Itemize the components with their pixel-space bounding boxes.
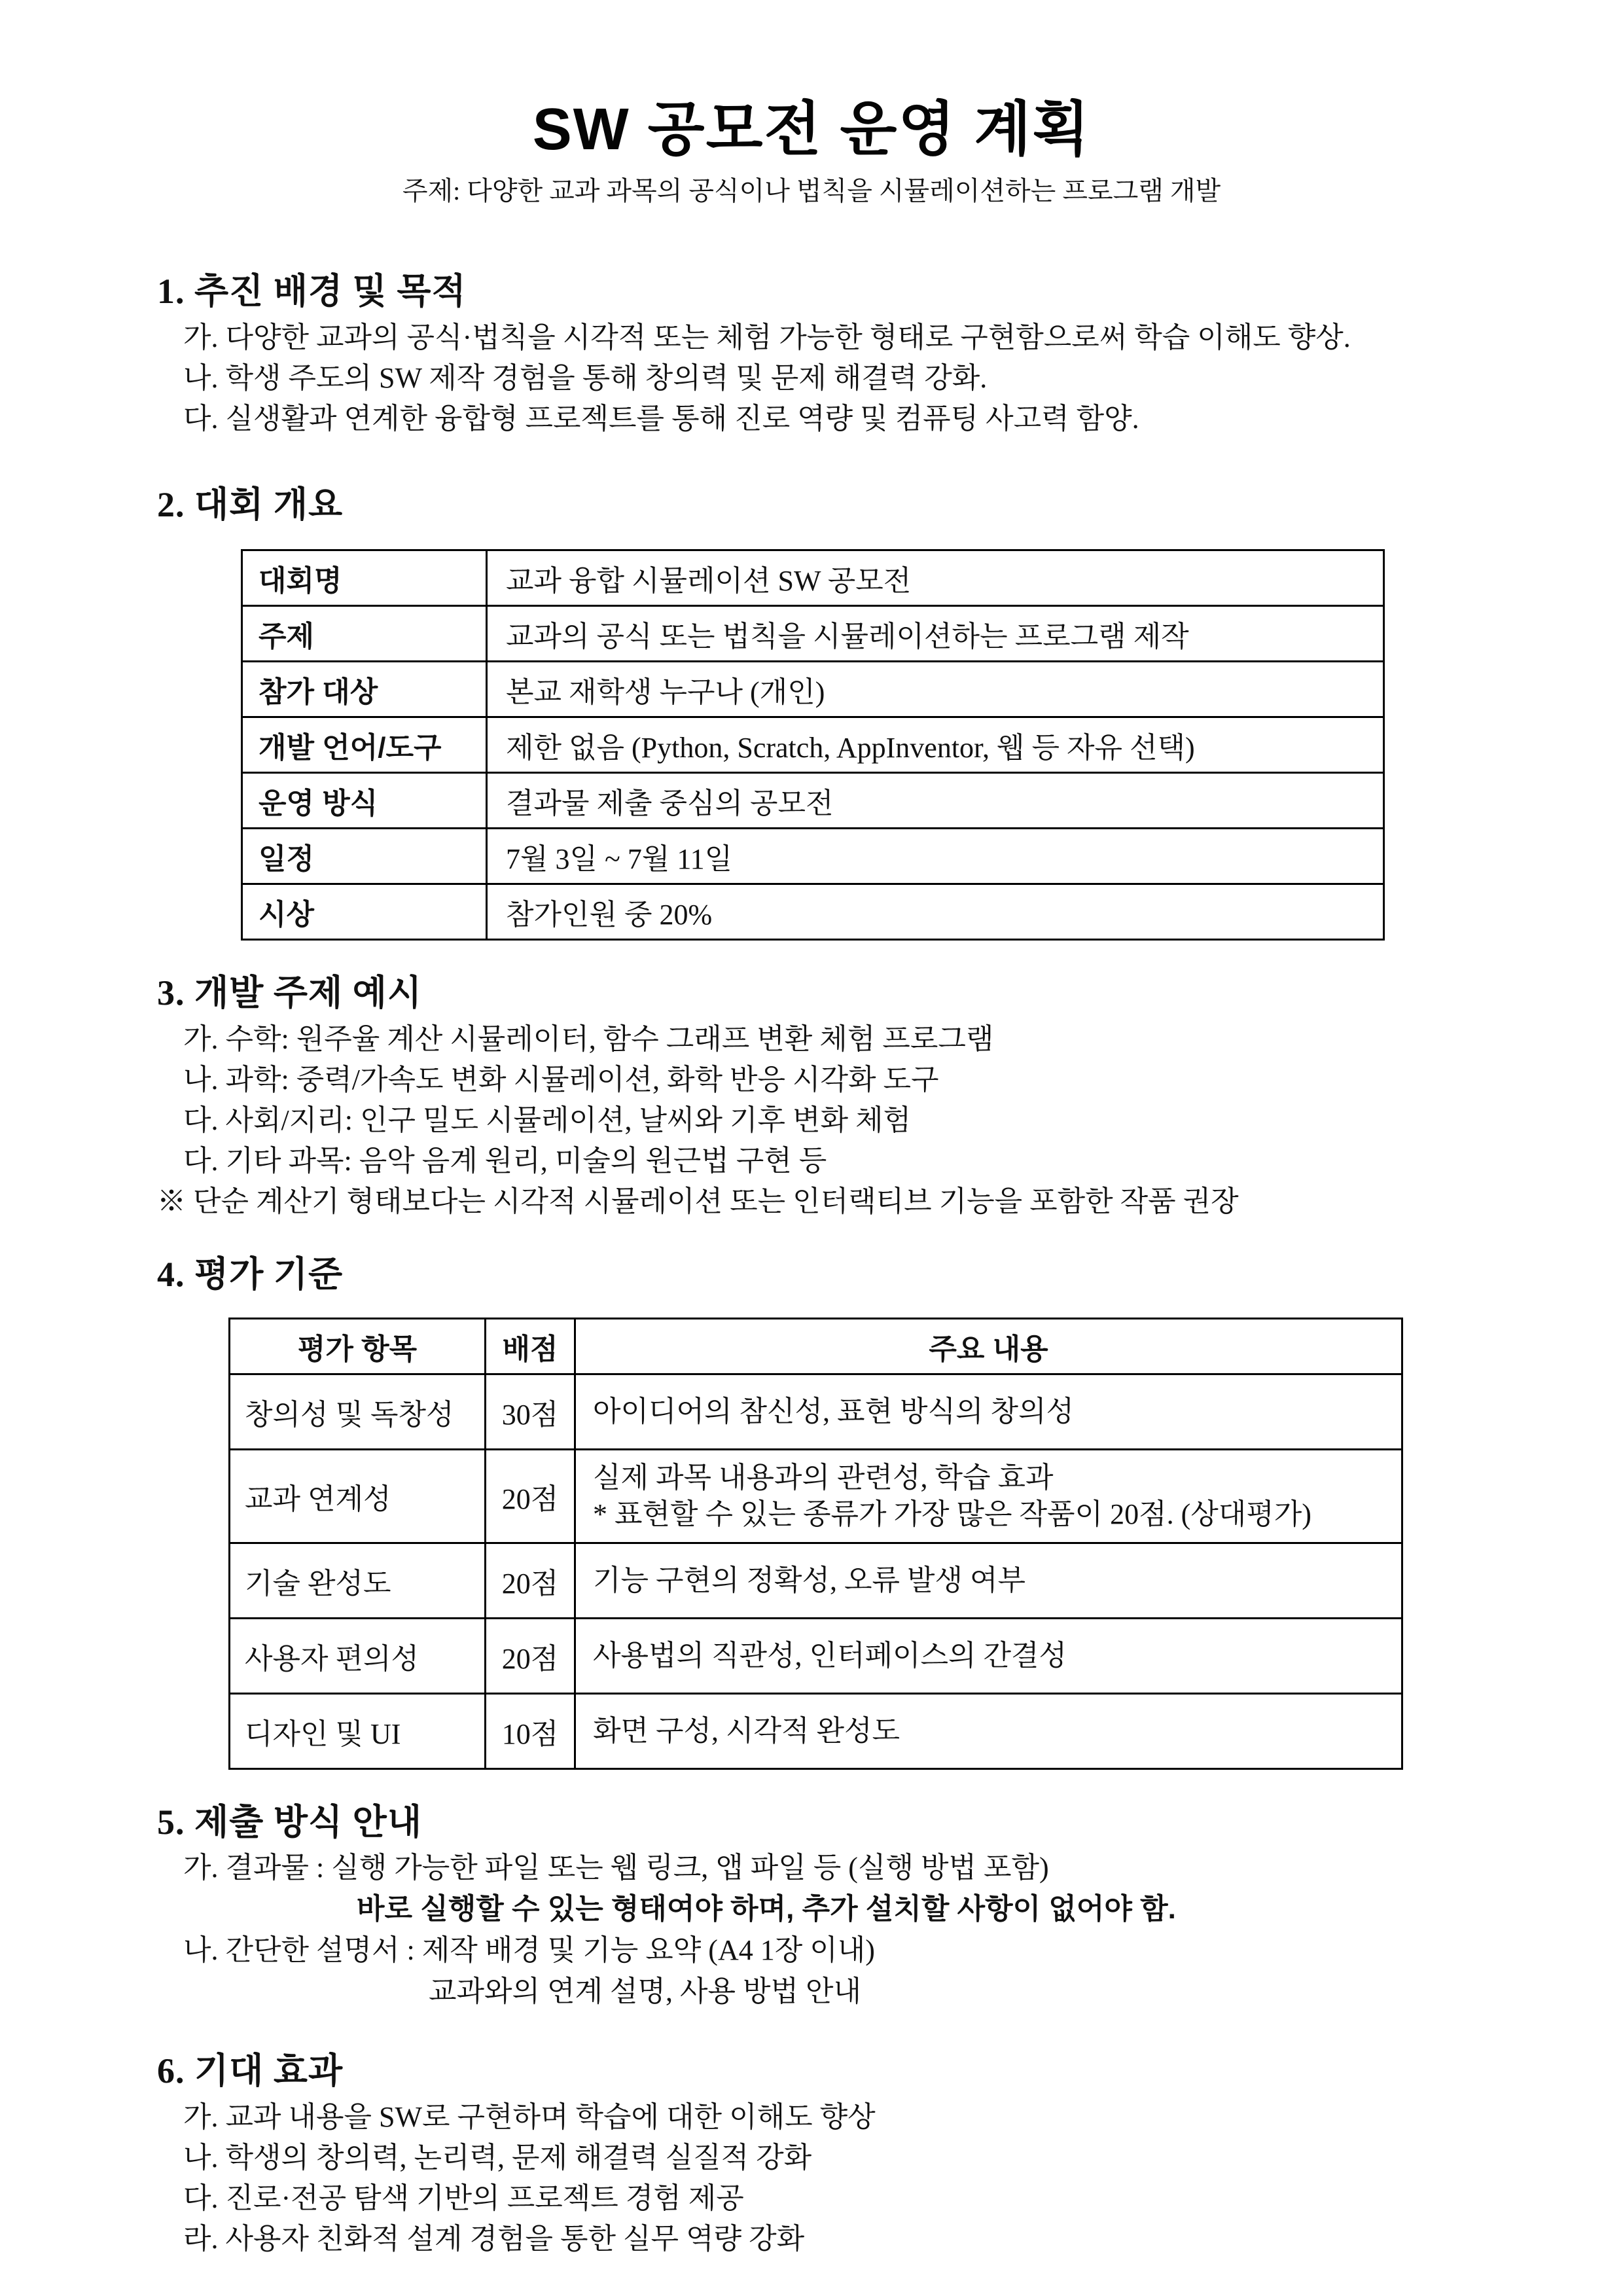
- table-row: [242, 662, 1384, 717]
- row-label: 대회명: [242, 550, 487, 606]
- list-item: 가. 교과 내용을 SW로 구현하며 학습에 대한 이해도 향상: [183, 2101, 876, 2133]
- table-row: [230, 1543, 1402, 1619]
- column-header-content: 주요 내용: [575, 1319, 1402, 1374]
- section-1-list: [183, 317, 1466, 439]
- table-row: [242, 550, 1384, 606]
- table-header-row: [230, 1319, 1402, 1374]
- table-row: [230, 1450, 1402, 1543]
- table-row: [242, 717, 1384, 773]
- list-item: 가. 수학: 원주율 계산 시뮬레이터, 함수 그래프 변환 체험 프로그램: [183, 1023, 994, 1055]
- criteria-content-line: 아이디어의 참신성, 표현 방식의 창의성: [593, 1395, 1075, 1427]
- page-subtitle: 주제: 다양한 교과 과목의 공식이나 법칙을 시뮬레이션하는 프로그램 개발: [402, 176, 1221, 206]
- section-4-heading: 4. 평가 기준: [157, 1255, 344, 1294]
- column-header-item: 평가 항목: [230, 1319, 486, 1374]
- list-item-continuation: 교과와의 연계 설명, 사용 방법 안내: [429, 1975, 862, 2007]
- list-item: 가. 다양한 교과의 공식·법칙을 시각적 또는 체험 가능한 형태로 구현함으로써 학습 이해도 향상.: [183, 321, 1351, 353]
- list-item: 나. 학생의 창의력, 논리력, 문제 해결력 실질적 강화: [183, 2142, 812, 2174]
- criteria-content: [575, 1543, 1402, 1619]
- criteria-content: [575, 1450, 1402, 1543]
- criteria-points: 20점: [486, 1619, 575, 1694]
- contest-overview-table: [241, 549, 1385, 941]
- criteria-name: 창의성 및 독창성: [230, 1374, 486, 1450]
- criteria-points: 30점: [486, 1374, 575, 1450]
- section-2-heading: 2. 대회 개요: [157, 485, 344, 524]
- section-6-list: [183, 2097, 1466, 2259]
- list-item: 라. 사용자 친화적 설계 경험을 통한 실무 역량 강화: [183, 2223, 805, 2255]
- criteria-name: 교과 연계성: [230, 1450, 486, 1543]
- row-value: 교과 융합 시뮬레이션 SW 공모전: [487, 550, 1384, 606]
- table-row: [242, 829, 1384, 884]
- section-3-list: [183, 1019, 1466, 1181]
- row-value: 제한 없음 (Python, Scratch, AppInventor, 웹 등 자유 선택): [487, 717, 1384, 773]
- list-item: 가. 결과물 : 실행 가능한 파일 또는 웹 링크, 앱 파일 등 (실행 방법 포함): [183, 1852, 1049, 1884]
- list-item: 다. 실생활과 연계한 융합형 프로젝트를 통해 진로 역량 및 컴퓨팅 사고력 함양.: [183, 403, 1139, 435]
- criteria-name: 디자인 및 UI: [230, 1694, 486, 1769]
- criteria-content-line: 사용법의 직관성, 인터페이스의 간결성: [593, 1640, 1067, 1672]
- row-label: 시상: [242, 884, 487, 940]
- section-5-list: [157, 1847, 1466, 2012]
- list-item: 다. 진로·전공 탐색 기반의 프로젝트 경험 제공: [183, 2182, 744, 2214]
- row-value: 7월 3일 ~ 7월 11일: [487, 829, 1384, 884]
- list-item: 나. 과학: 중력/가속도 변화 시뮬레이션, 화학 반응 시각화 도구: [183, 1064, 939, 1096]
- table-row: [230, 1374, 1402, 1450]
- criteria-content-subline: * 표현할 수 있는 종류가 가장 많은 작품이 20점. (상대평가): [593, 1498, 1311, 1530]
- criteria-name: 사용자 편의성: [230, 1619, 486, 1694]
- row-label: 운영 방식: [242, 773, 487, 829]
- table-row: [242, 773, 1384, 829]
- list-item: 나. 간단한 설명서 : 제작 배경 및 기능 요약 (A4 1장 이내): [183, 1934, 875, 1966]
- criteria-points: 20점: [486, 1543, 575, 1619]
- row-value: 교과의 공식 또는 법칙을 시뮬레이션하는 프로그램 제작: [487, 606, 1384, 662]
- criteria-content: [575, 1694, 1402, 1769]
- row-label: 주제: [242, 606, 487, 662]
- section-1-heading: 1. 추진 배경 및 목적: [157, 272, 467, 311]
- row-value: 본교 재학생 누구나 (개인): [487, 662, 1384, 717]
- criteria-content-line: 실제 과목 내용과의 관련성, 학습 효과: [593, 1462, 1054, 1494]
- criteria-points: 20점: [486, 1450, 575, 1543]
- criteria-content-line: 화면 구성, 시각적 완성도: [593, 1715, 901, 1747]
- criteria-content-line: 기능 구현의 정확성, 오류 발생 여부: [593, 1564, 1026, 1596]
- row-value: 참가인원 중 20%: [487, 884, 1384, 940]
- criteria-content: [575, 1374, 1402, 1450]
- table-row: [242, 884, 1384, 940]
- list-item: 다. 기타 과목: 음악 음계 원리, 미술의 원근법 구현 등: [183, 1145, 827, 1177]
- evaluation-criteria-table: [228, 1318, 1403, 1770]
- row-label: 일정: [242, 829, 487, 884]
- criteria-points: 10점: [486, 1694, 575, 1769]
- table-row: [230, 1619, 1402, 1694]
- row-value: 결과물 제출 중심의 공모전: [487, 773, 1384, 829]
- table-row: [242, 606, 1384, 662]
- list-item: 나. 학생 주도의 SW 제작 경험을 통해 창의력 및 문제 해결력 강화.: [183, 362, 988, 394]
- list-item: 다. 사회/지리: 인구 밀도 시뮬레이션, 날씨와 기후 변화 체험: [183, 1104, 912, 1136]
- row-label: 참가 대상: [242, 662, 487, 717]
- recommendation-note: ※ 단순 계산기 형태보다는 시각적 시뮬레이션 또는 인터랙티브 기능을 포함한 작품 권장: [157, 1185, 1239, 1217]
- page-title: SW 공모전 운영 계획: [532, 97, 1091, 162]
- criteria-name: 기술 완성도: [230, 1543, 486, 1619]
- row-label: 개발 언어/도구: [242, 717, 487, 773]
- table-row: [230, 1694, 1402, 1769]
- emphasis-line: 바로 실행할 수 있는 형태여야 하며, 추가 설치할 사항이 없어야 함.: [357, 1893, 1176, 1925]
- column-header-points: 배점: [486, 1319, 575, 1374]
- section-6-heading: 6. 기대 효과: [157, 2051, 344, 2090]
- section-3-heading: 3. 개발 주제 예시: [157, 973, 422, 1013]
- section-5-heading: 5. 제출 방식 안내: [157, 1803, 422, 1842]
- criteria-content: [575, 1619, 1402, 1694]
